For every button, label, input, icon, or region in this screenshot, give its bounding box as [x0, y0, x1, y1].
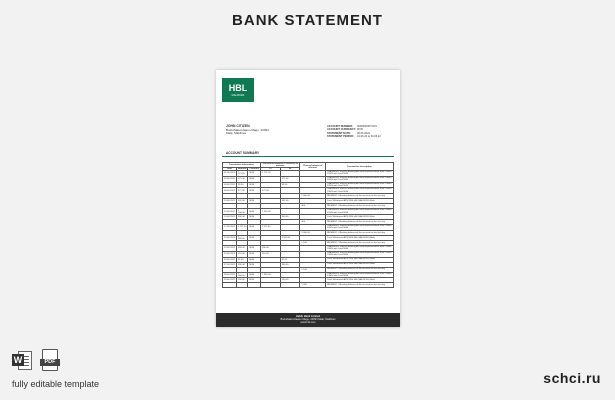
cell-amount: [236, 283, 247, 288]
cell-balance: 1 100: [300, 240, 325, 245]
cell-amount: 2 117.50: [237, 226, 247, 229]
cell-currency: MVR: [248, 245, 261, 251]
editable-caption: fully editable template: [12, 379, 100, 389]
header-dr: Dr: [280, 168, 300, 171]
cell-dr: 900.00: [280, 215, 300, 220]
cell-desc: TRANSFER: Internet banking Account Replenishment from Citizen JOHN with Card 9044: [325, 182, 393, 188]
header-cr: Cr: [261, 168, 281, 171]
customer-name: JOHN CITIZEN: [226, 124, 250, 128]
cell-date: 20.06.2022: [224, 236, 235, 239]
cell-dr: 87.00: [280, 257, 300, 262]
cell-currency: MVR: [248, 278, 261, 283]
header-amount-in-currency: Transaction amount in currency of account: [262, 163, 299, 167]
cell-currency: MVR: [248, 215, 261, 220]
cell-amount: 390.00: [236, 245, 247, 251]
account-label: ACCOUNT CURRENCY:: [327, 128, 357, 132]
account-row: [327, 135, 381, 138]
cell-date: 29.06.2022: [224, 279, 235, 282]
cell-desc: TRANSFER: Internet banking Account Replenishment from Citizen JOHN with Card 9044: [325, 251, 393, 257]
summary-divider: [222, 156, 394, 157]
cell-currency: MVR: [248, 257, 261, 262]
cell-cr: 1 171.50: [261, 171, 281, 177]
account-label: ACCOUNT NUMBER:: [327, 125, 353, 128]
cell-desc: Cash Withdrawal ATM 2BS HBL MALDIVES Male: [325, 235, 393, 240]
cell-dr: 99.50: [280, 182, 300, 188]
cell-desc: PAYMENT: Offsetting balance of the account for the last day: [325, 204, 393, 209]
cell-dr: 401.00: [280, 199, 300, 204]
cell-date: 10.06.2022: [224, 200, 235, 203]
transactions-table: [222, 162, 394, 288]
customer-address-1: Boduthakurufaanu Magu, 20094: [226, 127, 269, 132]
header-closing-balance: Closing balance of account: [300, 163, 325, 171]
logo-sub: MALDIVES: [231, 94, 245, 97]
pdf-badge: PDF: [40, 359, 60, 366]
cell-desc: Cash Withdrawal ATM 2BS HBL MALDIVES Male: [325, 278, 393, 283]
cell-desc: PAYMENT: Offsetting balance of the account for the last day: [325, 220, 393, 225]
cell-currency: MVR: [248, 225, 261, 231]
cell-desc: TRANSFER: Internet banking Account Replenishment from Citizen JOHN with Card 9044: [325, 209, 393, 215]
brand-watermark: schci.ru: [543, 370, 601, 386]
cell-dr: [280, 283, 300, 288]
cell-currency: MVR: [248, 188, 261, 194]
cell-desc: Cash Withdrawal ATM 2BS HBL MALDIVES Male: [325, 199, 393, 204]
cell-currency: MVR: [248, 272, 261, 278]
cell-date: 25.06.2022: [224, 258, 235, 261]
footer-website: www.hbl.com: [300, 321, 316, 325]
cell-amount: 1 300.00: [236, 272, 247, 278]
cell-dr: 1 900.00: [280, 235, 300, 240]
account-label: STATEMENT PERIOD:: [327, 134, 354, 138]
header-currency: Currency: [249, 168, 259, 170]
account-value: 00000000071101: [357, 125, 378, 128]
cell-currency: [248, 283, 261, 288]
cell-amount: 477.00: [236, 188, 247, 194]
table-row: [223, 283, 394, 288]
header-description: Transaction description: [325, 163, 393, 171]
document-footer: [216, 313, 400, 327]
cell-date: 24.06.2022: [224, 253, 235, 256]
format-icons: [12, 349, 60, 371]
cell-date: 27.06.2022: [224, 263, 235, 266]
cell-desc: TRANSFER: Internet banking Account Replenishment from Citizen JOHN with Card 9044: [325, 225, 393, 231]
cell-date: 02.06.2022: [224, 178, 235, 181]
cell-cr: 1 200.00: [261, 209, 281, 215]
cell-amount: 401.00: [236, 199, 247, 204]
cell-cr: [261, 283, 281, 288]
cell-currency: MVR: [248, 176, 261, 182]
cell-cr: 2 117.50: [261, 225, 281, 231]
account-summary-title: ACCOUNT SUMMARY: [226, 151, 260, 155]
customer-address-2: Malé, Maldives: [226, 131, 247, 136]
cell-currency: MVR: [248, 171, 261, 177]
cell-cr: 390.00: [261, 245, 281, 251]
cell-dr: 200.00: [280, 278, 300, 283]
bank-logo: [222, 78, 254, 102]
cell-currency: MVR: [248, 235, 261, 240]
cell-desc: Cash Withdrawal ATM 2BS HBL MALDIVES Male: [325, 257, 393, 262]
cell-desc: PAYMENT: Offsetting balance of the account for the last day: [325, 240, 393, 245]
cell-amount: 1 200.00: [236, 209, 247, 215]
cell-amount: 300.00: [236, 262, 247, 267]
cell-desc: PAYMENT: Offsetting balance of the account for the last day: [325, 283, 393, 288]
cell-desc: PAYMENT: Offsetting balance of the account for the last day: [325, 230, 393, 235]
cell-desc: Cash Withdrawal ATM 2BS HBL MALDIVES Male: [325, 262, 393, 267]
account-value: 01.06.22 to 30.06.22: [357, 134, 381, 138]
footer-address: Boduthakurufaanu Magu, 20094 Malé, Maldives: [280, 318, 336, 322]
cell-desc: PAYMENT: Offsetting balance of the account for the last day: [325, 194, 393, 199]
cell-balance: 3 000.00: [300, 230, 325, 235]
cell-date: 17.06.2022: [224, 226, 235, 229]
cell-desc: TRANSFER: Internet banking Account Replenishment from Citizen JOHN with Card 9044: [325, 171, 393, 177]
cell-date: 06.06.2022: [224, 189, 235, 192]
cell-date: 01.06.2022: [224, 172, 235, 175]
cell-currency: MVR: [248, 199, 261, 204]
cell-currency: MVR: [248, 262, 261, 267]
cell-cr: 477.00: [261, 188, 281, 194]
cell-cr: 1 300.00: [261, 272, 281, 278]
cell-dr: 171.50: [280, 176, 300, 182]
account-value: 30.06.2022: [357, 131, 370, 135]
header-amount: Amount: [238, 168, 247, 170]
pdf-document-icon: [40, 349, 60, 371]
cell-balance: 900: [300, 220, 325, 225]
cell-desc: TRANSFER: Internet banking Account Replenishment from Citizen JOHN with Card 9044: [325, 188, 393, 194]
account-value: MVR: [357, 128, 363, 132]
cell-amount: 171.50: [236, 176, 247, 182]
cell-amount: 99.50: [236, 182, 247, 188]
cell-dr: 300.00: [280, 262, 300, 267]
cell-desc: TRANSFER: Internet banking Account Replenishment from Citizen JOHN with Card 9044: [325, 245, 393, 251]
account-label: STATEMENT DATE:: [327, 131, 351, 135]
cell-currency: MVR: [248, 209, 261, 215]
word-document-icon: [12, 349, 32, 371]
cell-balance: 2 200: [300, 283, 325, 288]
cell-date: 12.06.2022: [224, 210, 235, 213]
cell-desc: TRANSFER: Internet banking Account Replenishment from Citizen JOHN with Card 9044: [325, 176, 393, 182]
statement-document: [216, 70, 400, 327]
cell-amount: 87.00: [236, 257, 247, 262]
cell-desc: Cash Withdrawal ATM 2BS HBL MALDIVES Male: [325, 215, 393, 220]
page-title: BANK STATEMENT: [232, 12, 383, 29]
cell-amount: 310.00: [236, 251, 247, 257]
cell-balance: 1 500.00: [300, 194, 325, 199]
footer-bank-name: Habib Bank Limited: [295, 315, 321, 318]
cell-balance: 1 100: [300, 267, 325, 272]
cell-currency: MVR: [248, 251, 261, 257]
cell-balance: 900: [300, 204, 325, 209]
cell-date: 04.06.2022: [224, 184, 235, 187]
header-transaction-info: Transaction information: [223, 163, 261, 168]
cell-amount: 900.00: [236, 215, 247, 220]
cell-desc: PAYMENT: Offsetting balance of the account for the last day: [325, 267, 393, 272]
cell-amount: 1 171.50: [236, 171, 247, 177]
cell-date: 28.06.2022: [224, 273, 235, 276]
cell-date: 22.06.2022: [224, 247, 235, 250]
cell-amount: 1 900.00: [236, 235, 247, 240]
word-badge: W: [13, 355, 23, 365]
cell-amount: 200.00: [236, 278, 247, 283]
cell-cr: 310.00: [261, 251, 281, 257]
cell-desc: TRANSFER: Internet banking Account Replenishment from Citizen JOHN with Card 9044: [325, 272, 393, 278]
account-info: [327, 125, 381, 138]
cell-date: [223, 283, 237, 288]
header-date: Date: [223, 168, 237, 171]
cell-currency: MVR: [248, 182, 261, 188]
customer-block: [226, 125, 269, 136]
logo-name: HBL: [228, 83, 248, 93]
cell-date: 14.06.2022: [224, 216, 235, 219]
